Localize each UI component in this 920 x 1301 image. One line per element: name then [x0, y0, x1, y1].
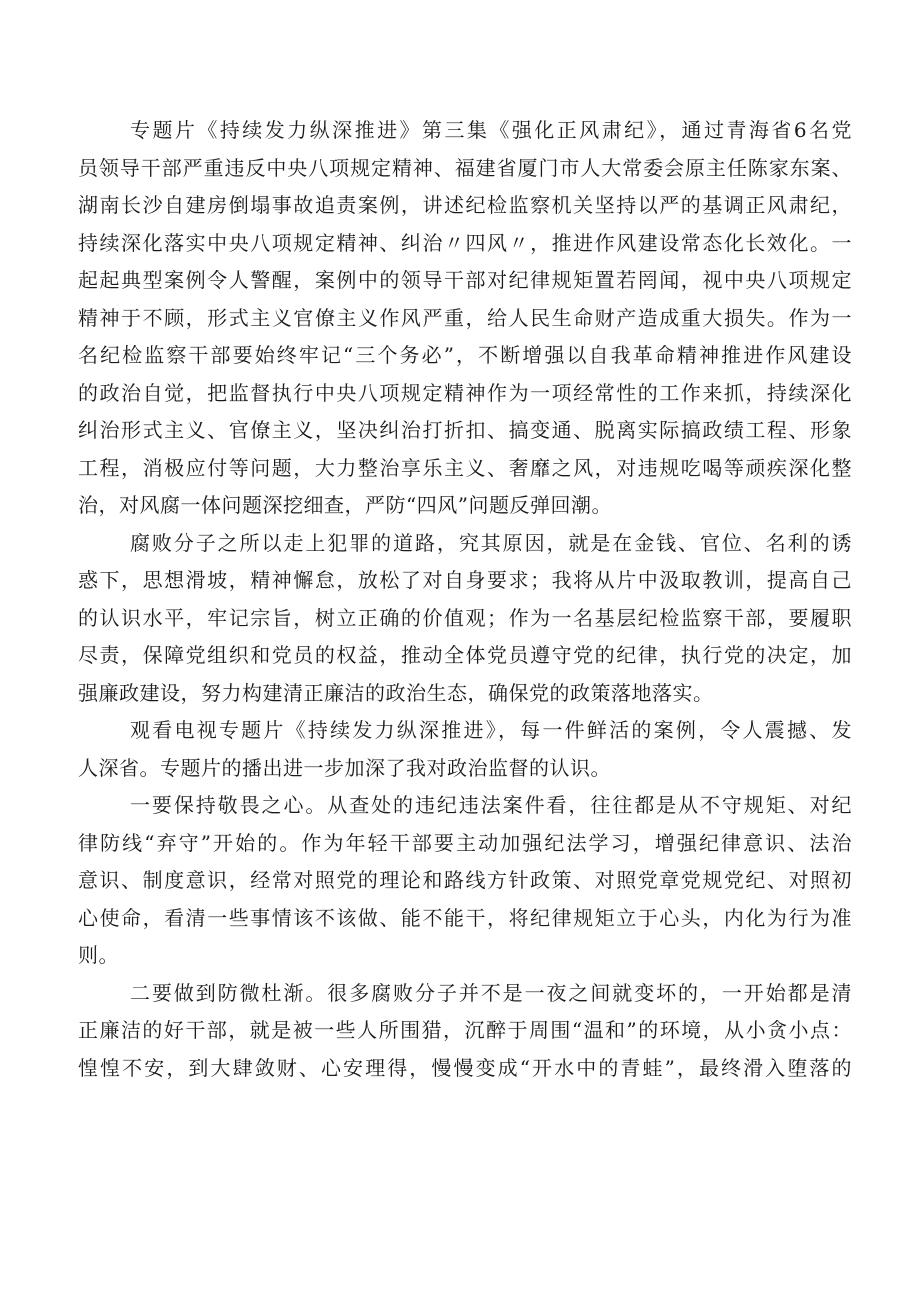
text-line: 持续深化落实中央八项规定精神、纠治〃四风〃，推进作风建设常态化长效化。一 [78, 230, 852, 255]
text-line: 起起典型案例令人警醒，案例中的领导干部对纪律规矩置若罔闻，视中央八项规定 [78, 268, 852, 292]
text-line: 员领导干部严重违反中央八项规定精神、福建省厦门市人大常委会原主任陈家东案、 [78, 155, 852, 180]
text-line: 的政治自觉，把监督执行中央八项规定精神作为一项经常性的工作来抓，持续深化 [78, 380, 852, 405]
text-line: 治，对风腐一体问题深挖细查，严防“四风”问题反弹回潮。 [78, 493, 612, 517]
text-line: 观看电视专题片《持续发力纵深推进》，每一件鲜活的案例，令人震撼、发 [130, 718, 852, 742]
text-line: 强廉政建设，努力构建清正廉洁的政治生态，确保党的政策落地落实。 [78, 680, 714, 705]
text-line: 惶惶不安，到大肆敛财、心安理得，慢慢变成“开水中的青蛙”，最终滑入堕落的 [78, 1055, 852, 1080]
paragraph-point-one [78, 787, 852, 975]
paragraph-corruption-reflection [78, 525, 852, 713]
paragraph-point-two [78, 975, 852, 1088]
text-line: 惑下，思想滑坡，精神懈怠，放松了对自身要求；我将从片中汲取教训，提高自己 [78, 568, 852, 592]
text-line: 二要做到防微杜渐。很多腐败分子并不是一夜之间就变坏的，一开始都是清 [130, 980, 852, 1005]
text-line: 专题片《持续发力纵深推进》第三集《强化正风肃纪》，通过青海省6名党 [130, 118, 852, 142]
text-line: 则。 [78, 943, 119, 967]
document-page [78, 112, 852, 1087]
text-line: 工程，消极应付等问题，大力整治享乐主义、奢靡之风，对违规吃喝等顽疾深化整 [78, 455, 852, 480]
text-line: 腐败分子之所以走上犯罪的道路，究其原因，就是在金钱、官位、名利的诱 [130, 530, 852, 555]
paragraph-watching-documentary [78, 712, 852, 787]
text-line: 纠治形式主义、官僚主义，坚决纠治打折扣、搞变通、脱离实际搞政绩工程、形象 [78, 418, 852, 442]
text-line: 意识、制度意识，经常对照党的理论和路线方针政策、对照党章党规党纪、对照初 [78, 868, 852, 892]
text-line: 尽责，保障党组织和党员的权益，推动全体党员遵守党的纪律，执行党的决定，加 [78, 643, 852, 667]
text-line: 律防线“弃守”开始的。作为年轻干部要主动加强纪法学习，增强纪律意识、法治 [78, 830, 852, 855]
paragraph-video-review [78, 112, 852, 525]
text-line: 湖南长沙自建房倒塌事故追责案例，讲述纪检监察机关坚持以严的基调正风肃纪， [78, 193, 852, 217]
text-line: 的认识水平，牢记宗旨，树立正确的价值观；作为一名基层纪检监察干部，要履职 [78, 605, 852, 630]
text-line: 人深省。专题片的播出进一步加深了我对政治监督的认识。 [78, 755, 611, 780]
text-line: 一要保持敬畏之心。从查处的违纪违法案件看，往往都是从不守规矩、对纪 [130, 793, 852, 817]
text-line: 心使命，看清一些事情该不该做、能不能干，将纪律规矩立于心头，内化为行为准 [78, 905, 852, 930]
text-line: 名纪检监察干部要始终牢记“三个务必”，不断增强以自我革命精神推进作风建设 [78, 343, 852, 367]
text-line: 正廉洁的好干部，就是被一些人所围猎，沉醉于周围“温和”的环境，从小贪小点： [78, 1018, 852, 1042]
text-line: 精神于不顾，形式主义官僚主义作风严重，给人民生命财产造成重大损失。作为一 [78, 305, 852, 330]
